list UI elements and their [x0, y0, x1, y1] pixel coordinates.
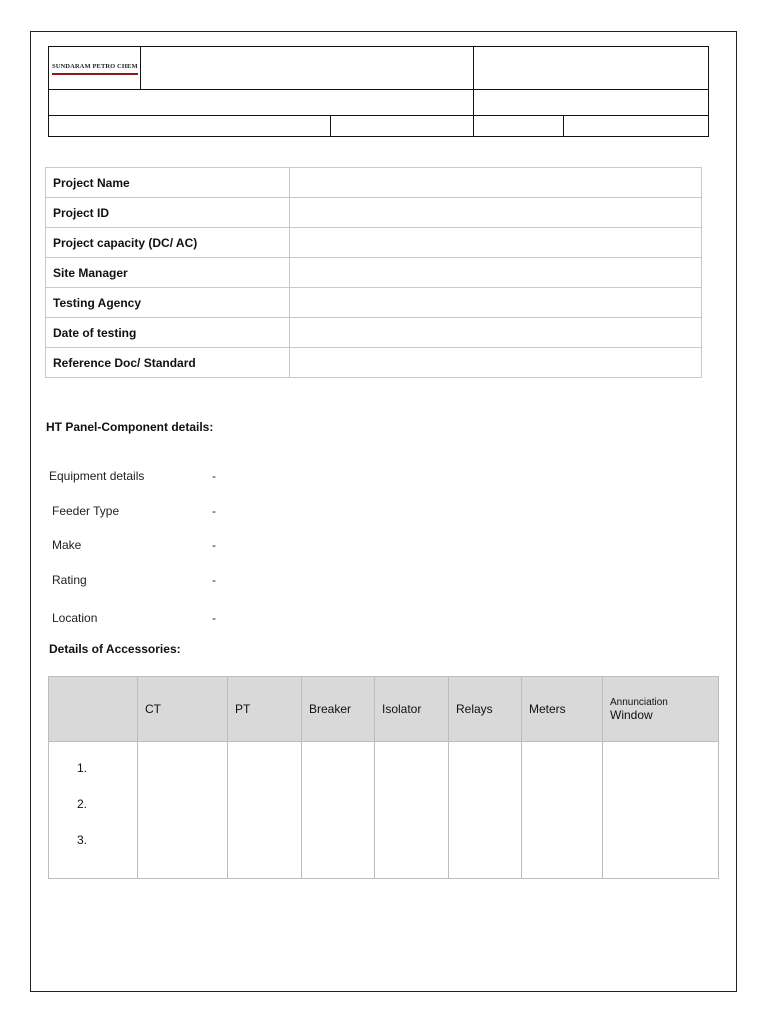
company-logo: SUNDARAM PETRO CHEM: [52, 63, 138, 70]
component-section-title: HT Panel-Component details:: [46, 420, 214, 434]
breaker-cell[interactable]: [302, 742, 375, 879]
rating-label: Rating: [52, 573, 87, 587]
meta-cell-3: [473, 115, 564, 137]
equipment-details-value: -: [212, 469, 216, 483]
project-info-table: [45, 167, 702, 378]
make-label: Make: [52, 538, 82, 552]
meta-cell-4: [563, 115, 709, 137]
project-name-label: Project Name: [46, 168, 290, 198]
table-header-row: [49, 677, 719, 742]
meta-cell-1: [48, 115, 331, 137]
make-value: -: [212, 538, 216, 552]
column-header-blank: [49, 677, 138, 742]
reference-doc-value[interactable]: [290, 348, 702, 378]
location-value: -: [212, 611, 216, 625]
table-row: [46, 198, 702, 228]
meters-cell[interactable]: [522, 742, 603, 879]
column-header-breaker: Breaker: [302, 677, 375, 742]
site-manager-label: Site Manager: [46, 258, 290, 288]
column-header-pt: PT: [228, 677, 302, 742]
annunciation-line-1: Annunciation: [610, 696, 668, 708]
rating-value: -: [212, 573, 216, 587]
accessories-section-title: Details of Accessories:: [49, 642, 181, 656]
revision-cell: [473, 89, 709, 116]
pt-cell[interactable]: [228, 742, 302, 879]
relays-cell[interactable]: [449, 742, 522, 879]
project-id-label: Project ID: [46, 198, 290, 228]
equipment-details-label: Equipment details: [49, 469, 145, 483]
annunciation-window-cell[interactable]: [603, 742, 719, 879]
meta-cell-2: [330, 115, 474, 137]
column-header-annunciation-window: [603, 677, 719, 742]
project-capacity-value[interactable]: [290, 228, 702, 258]
testing-agency-label: Testing Agency: [46, 288, 290, 318]
row-number-1: 1.: [77, 761, 88, 775]
logo-underline: [52, 73, 138, 75]
row-number-2: 2.: [77, 797, 88, 811]
site-manager-value[interactable]: [290, 258, 702, 288]
column-header-meters: Meters: [522, 677, 603, 742]
accessories-table: [48, 676, 719, 879]
column-header-isolator: Isolator: [375, 677, 449, 742]
document-header: [48, 46, 709, 138]
row-number-3: 3.: [77, 833, 88, 847]
annunciation-line-2: Window: [610, 707, 653, 722]
project-name-value[interactable]: [290, 168, 702, 198]
logo-cell: [48, 46, 141, 90]
feeder-type-value: -: [212, 504, 216, 518]
table-row: [46, 228, 702, 258]
subtitle-cell: [48, 89, 474, 116]
location-label: Location: [52, 611, 98, 625]
date-of-testing-label: Date of testing: [46, 318, 290, 348]
date-of-testing-value[interactable]: [290, 318, 702, 348]
row-numbers-cell: [49, 742, 138, 879]
isolator-cell[interactable]: [375, 742, 449, 879]
column-header-ct: CT: [138, 677, 228, 742]
reference-doc-label: Reference Doc/ Standard: [46, 348, 290, 378]
project-id-value[interactable]: [290, 198, 702, 228]
table-row: [46, 258, 702, 288]
column-header-relays: Relays: [449, 677, 522, 742]
project-capacity-label: Project capacity (DC/ AC): [46, 228, 290, 258]
doc-number-cell: [473, 46, 709, 90]
ct-cell[interactable]: [138, 742, 228, 879]
table-row: [46, 348, 702, 378]
title-cell: [140, 46, 474, 90]
feeder-type-label: Feeder Type: [52, 504, 120, 518]
table-row: [49, 742, 719, 879]
table-row: [46, 288, 702, 318]
testing-agency-value[interactable]: [290, 288, 702, 318]
table-row: [46, 168, 702, 198]
table-row: [46, 318, 702, 348]
